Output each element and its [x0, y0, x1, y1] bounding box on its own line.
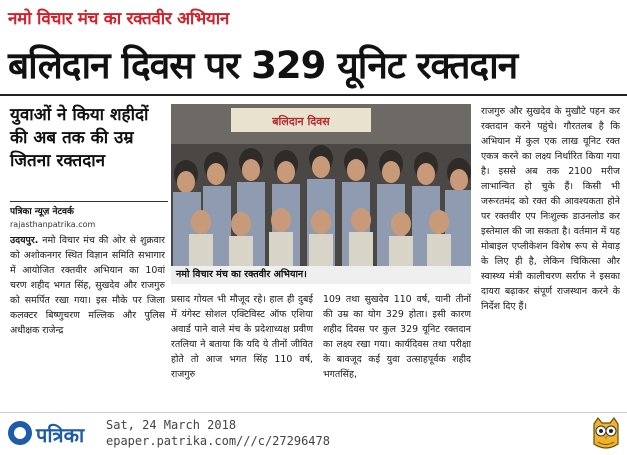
body-column-4: राजगुरु और सुखदेव के मुखौटे पहन कर रक्तदान करने पहुंचे। गौरतलब है कि अभियान में कुल एक लाख यूनिट रक्त एकत्र करने का लक्ष्य निर्धारित किया गया है। इससे अब तक 2100 मरीज लाभान्वित हो चुके हैं। किसी भी जरूरतमंद को रक्त की आवश्यकता होने पर रक्तवीर एप निःशुल्क डाउनलोड कर इस्तेमाल की जा सकता है। वर्तमान में यह मोबाइल एप्लीकेशन विशेष रूप से मेवाड़ के लिए ही है, लेकिन चिकित्सा और स्वास्थ्य मंत्री कालीचरण सर्राफ ने इसका दायरा बढ़ाकर संपूर्ण राजस्थान करने के निर्देश दिए हैं। — [481, 106, 620, 312]
article-subhead: युवाओं ने किया शहीदों की अब तक की उम्र जितना रक्तदान — [10, 105, 149, 171]
owl-mascot-icon — [590, 416, 622, 450]
crowd-photo-graphic — [171, 104, 471, 266]
body-column-1 — [10, 233, 165, 383]
photo-caption: नमो विचार मंच का रक्तवीर अभियान। — [171, 266, 471, 284]
body-column-2: प्रसाद गोयल भी मौजूद रहे। हाल ही दुबई में यंगेस्ट सोशल एक्टिविस्ट ऑफ एशिया अवार्ड पाने वाले मंच के प्रदेशाध्यक्ष प्रवीण रतलिया ने बताया कि यदि ये तीनों जीवित होते तो आज भगत सिंह 110 वर्ष, राजगुरु — [171, 294, 313, 380]
patrika-logo — [8, 419, 96, 449]
body-text-1: नमो विचार मंच की ओर से शुक्रवार को अशोकनगर स्थित विज्ञान समिति सभागार में आयोजित रक्तवीर अभियान का 10वां चरण शहीद भगत सिंह, सुखदेव और राजगुरु को समर्पित रखा गया। इस मौके पर जिला कलक्टर बिष्णुचरण मल्लिक और पुलिस अधीक्षक राजेन्द्र — [10, 235, 165, 336]
article-photo — [171, 104, 471, 266]
article-headline: बलिदान दिवस पर 329 यूनिट रक्तदान — [8, 44, 518, 87]
article-kicker: नमो विचार मंच का रक्तवीर अभियान — [8, 9, 230, 29]
headline-divider — [0, 94, 627, 96]
byline: पत्रिका न्यूज़ नेटवर्क — [10, 207, 74, 217]
byline-url: rajasthanpatrika.com — [10, 220, 96, 229]
patrika-logo-icon — [8, 421, 32, 445]
footer-divider — [0, 412, 627, 413]
epaper-link[interactable]: epaper.patrika.com///c/27296478 — [106, 434, 330, 448]
body-column-3: 109 तथा सुखदेव 110 वर्ष, यानी तीनों की उम्र का योग 329 होता। इसी कारण शहीद दिवस पर कुल 329 यूनिट रक्तदान का लक्ष्य रखा गया। कार्यदिवस तथा परीक्षा के बावजूद कई युवा उत्साहपूर्वक शहीद भगतसिंह, — [323, 294, 471, 380]
edition-date: Sat, 24 March 2018 — [106, 418, 237, 432]
dateline: उदयपुर. — [10, 235, 39, 246]
patrika-logo-text: पत्रिका — [36, 423, 85, 447]
photo-banner-text: बलिदान दिवस — [272, 115, 330, 128]
byline-block — [10, 201, 168, 229]
